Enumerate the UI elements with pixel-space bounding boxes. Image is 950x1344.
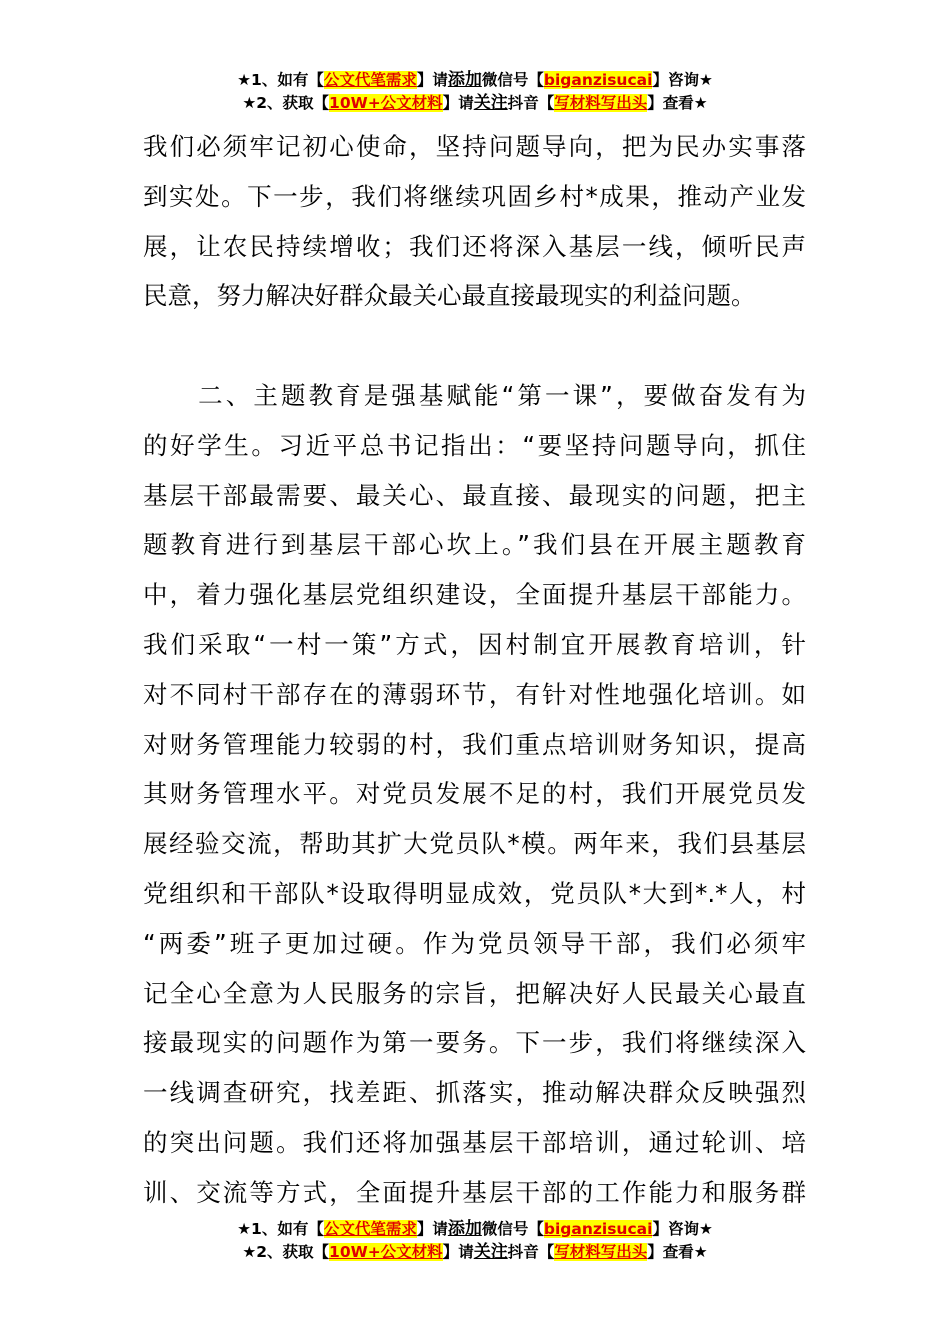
banner-text: 抖音【 [507,1243,555,1261]
banner-text: ★2、获取【 [242,94,330,112]
paragraph-gap [143,321,806,371]
text-line: 题教育进行到基层干部心坎上。”我们县在开展主题教育 [143,530,806,560]
banner-text: 微信号【 [481,1220,544,1238]
banner-highlight: 公文代笔需求 [323,71,417,89]
text-line: 到实处。下一步，我们将继续巩固乡村*成果，推动产业发 [143,181,806,211]
banner-text: 抖音【 [507,94,555,112]
banner-wechat-id: biganzisucai [543,1220,653,1238]
paragraph-2 [143,371,806,1218]
banner-highlight: 10W+公文材料 [329,1243,443,1261]
banner-highlight: 写材料写出头 [554,94,648,112]
banner-text: 】查看★ [647,94,708,112]
banner-row-2 [0,92,950,115]
banner-row-1 [0,69,950,92]
banner-text: 】请 [416,71,448,89]
banner-text: ★1、如有【 [237,1220,324,1238]
text-line: 其财务管理水平。对党员发展不足的村，我们开展党员发 [143,779,806,809]
banner-text: 】咨询★ [652,1220,713,1238]
banner-text: 】请 [442,1243,474,1261]
text-line: 对不同村干部存在的薄弱环节，有针对性地强化培训。如 [143,679,806,709]
text-line: 中，着力强化基层党组织建设，全面提升基层干部能力。 [143,580,806,610]
text-line: 展经验交流，帮助其扩大党员队*模。两年来，我们县基层 [143,829,806,859]
banner-row-2 [0,1241,950,1264]
banner-emphasis: 添加 [447,1219,482,1239]
text-line: 民意，努力解决好群众最关心最直接最现实的利益问题。 [143,281,756,311]
banner-text: 】查看★ [647,1243,708,1261]
banner-emphasis: 关注 [473,1242,508,1262]
text-line: 对财务管理能力较弱的村，我们重点培训财务知识，提高 [143,729,806,759]
text-line: 的好学生。习近平总书记指出：“要坚持问题导向，抓住 [143,430,806,460]
banner-highlight: 写材料写出头 [554,1243,648,1261]
text-line: “两委”班子更加过硬。作为党员领导干部，我们必须牢 [143,928,806,958]
document-body [143,122,806,1218]
banner-text: 】请 [442,94,474,112]
text-line: 展，让农民持续增收；我们还将深入基层一线，倾听民声 [143,231,806,261]
banner-row-1 [0,1218,950,1241]
text-line: 记全心全意为人民服务的宗旨，把解决好人民最关心最直 [143,978,806,1008]
banner-highlight: 公文代笔需求 [323,1220,417,1238]
banner-text: 】咨询★ [652,71,713,89]
banner-text: 微信号【 [481,71,544,89]
text-line: 党组织和干部队*设取得明显成效，党员队*大到*.*人，村 [143,878,806,908]
text-line: 我们采取“一村一策”方式，因村制宜开展教育培训，针 [143,629,806,659]
text-line: 接最现实的问题作为第一要务。下一步，我们将继续深入 [143,1028,806,1058]
text-line: 基层干部最需要、最关心、最直接、最现实的问题，把主 [143,480,806,510]
text-line: 二、主题教育是强基赋能“第一课”，要做奋发有为 [143,380,806,410]
banner-emphasis: 关注 [473,93,508,113]
banner-text: ★1、如有【 [237,71,324,89]
promo-banner-bottom [0,1218,950,1264]
text-line: 训、交流等方式，全面提升基层干部的工作能力和服务群 [143,1177,806,1207]
text-line: 我们必须牢记初心使命，坚持问题导向，把为民办实事落 [143,132,806,161]
banner-text: 】请 [416,1220,448,1238]
paragraph-1 [143,122,806,321]
text-line: 一线调查研究，找差距、抓落实，推动解决群众反映强烈 [143,1078,806,1108]
banner-emphasis: 添加 [447,70,482,90]
text-line: 的突出问题。我们还将加强基层干部培训，通过轮训、培 [143,1127,806,1157]
banner-wechat-id: biganzisucai [543,71,653,89]
banner-highlight: 10W+公文材料 [329,94,443,112]
promo-banner-top [0,69,950,115]
banner-text: ★2、获取【 [242,1243,330,1261]
